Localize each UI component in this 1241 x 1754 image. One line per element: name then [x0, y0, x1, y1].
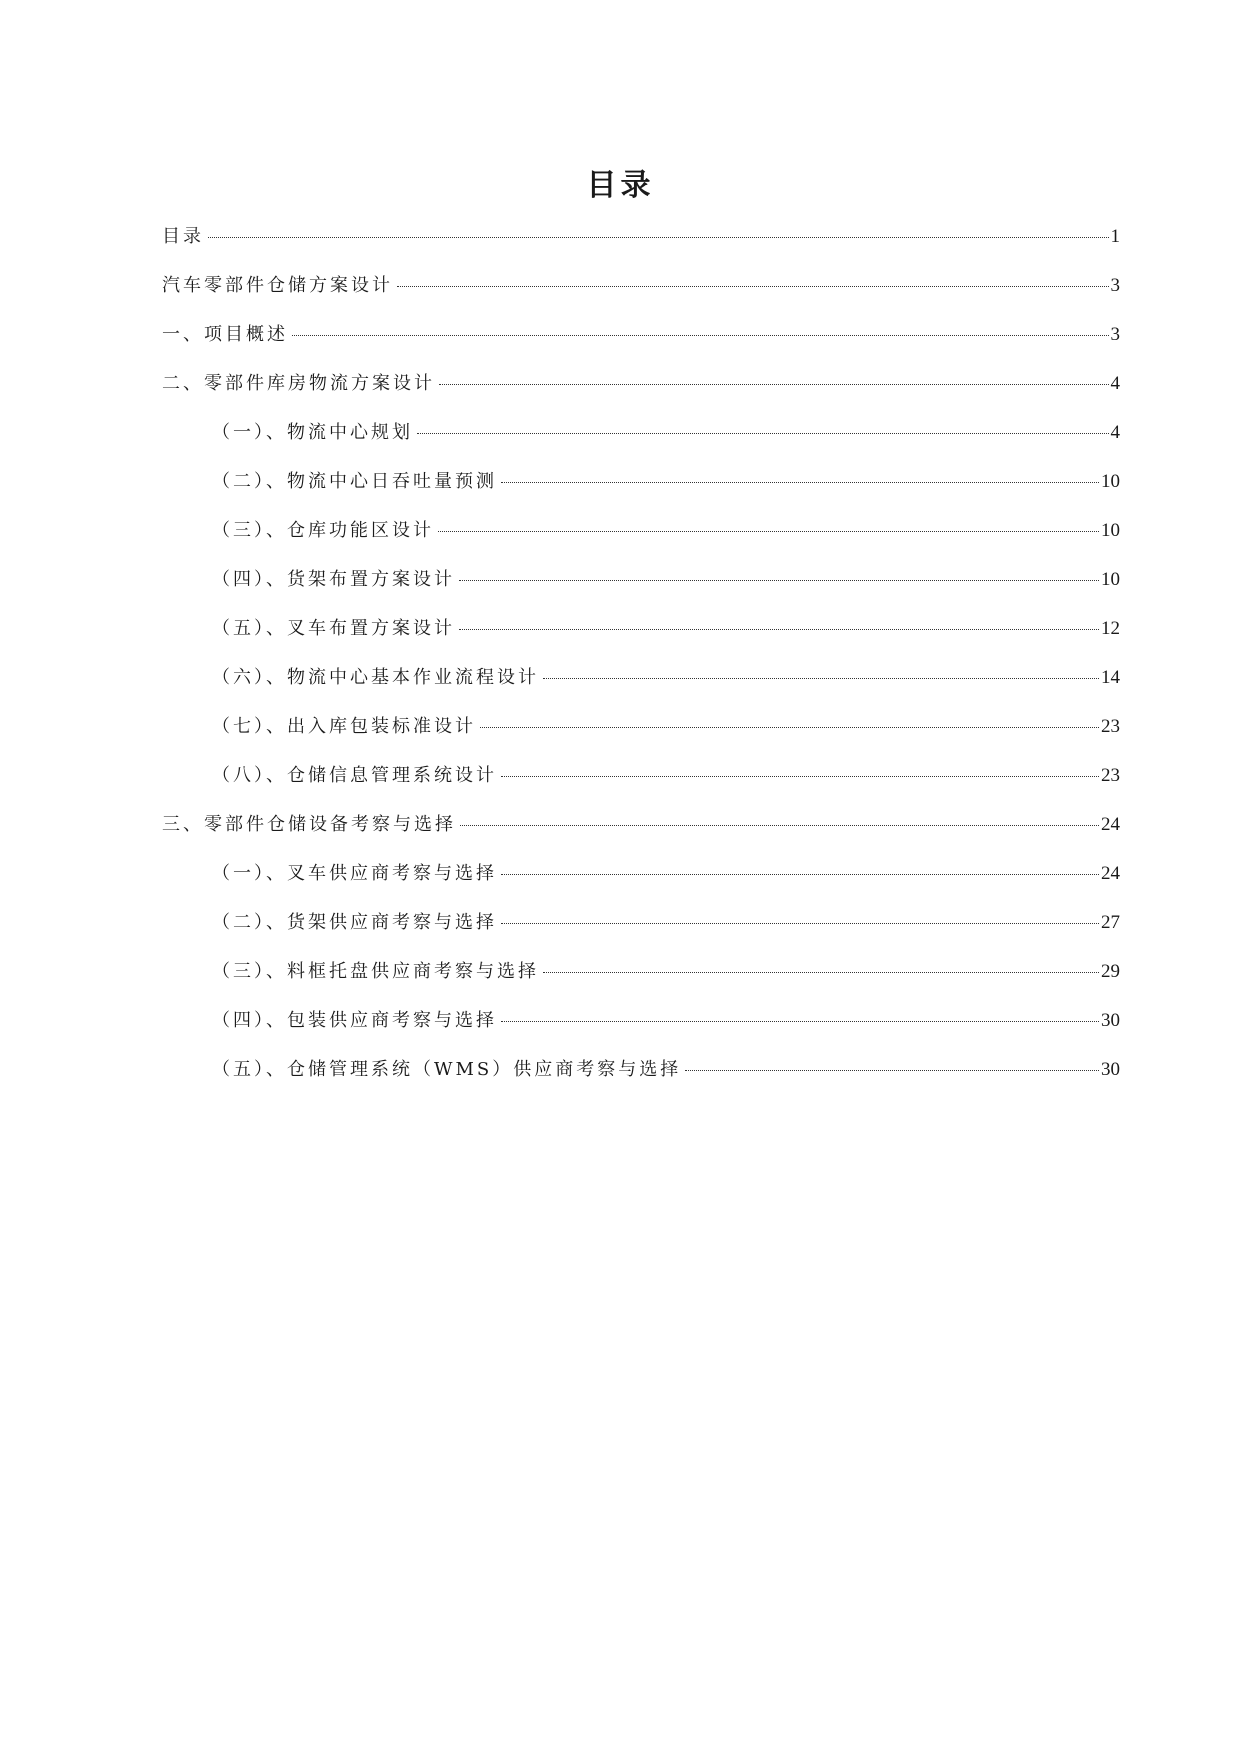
toc-entry-label: （四）、货架布置方案设计: [212, 569, 455, 590]
toc-dot-leader: [208, 237, 1109, 238]
toc-page-number: 29: [1101, 961, 1120, 982]
toc-entry[interactable]: [162, 810, 1120, 859]
toc-entry[interactable]: [162, 369, 1120, 418]
toc-page-number: 10: [1101, 471, 1120, 492]
toc-page-number: 23: [1101, 716, 1120, 737]
toc-entry-label: （二）、物流中心日吞吐量预测: [212, 471, 497, 492]
toc-entry[interactable]: [162, 614, 1120, 663]
toc-entry[interactable]: [162, 271, 1120, 320]
toc-entry[interactable]: [162, 908, 1120, 957]
toc-dot-leader: [438, 531, 1099, 532]
toc-entry-label: （五）、仓储管理系统（WMS）供应商考察与选择: [212, 1059, 682, 1080]
toc-dot-leader: [459, 629, 1099, 630]
toc-page-number: 14: [1101, 667, 1120, 688]
toc-entry[interactable]: [162, 859, 1120, 908]
toc-entry[interactable]: [162, 957, 1120, 1006]
toc-page-number: 10: [1101, 569, 1120, 590]
toc-entry[interactable]: [162, 712, 1120, 761]
toc-entry[interactable]: [162, 1006, 1120, 1055]
toc-dot-leader: [685, 1070, 1099, 1071]
toc-page-number: 3: [1110, 324, 1120, 345]
toc-entry[interactable]: [162, 663, 1120, 712]
toc-page-number: 4: [1110, 422, 1120, 443]
toc-entry[interactable]: [162, 516, 1120, 565]
toc-dot-leader: [501, 874, 1099, 875]
toc-dot-leader: [439, 384, 1109, 385]
toc-entry-label: （六）、物流中心基本作业流程设计: [212, 667, 539, 688]
toc-page-number: 27: [1101, 912, 1120, 933]
toc-entry[interactable]: [162, 320, 1120, 369]
toc-dot-leader: [543, 972, 1099, 973]
toc-entry-label: （五）、叉车布置方案设计: [212, 618, 455, 639]
toc-entry-label: （二）、货架供应商考察与选择: [212, 912, 497, 933]
toc-page-number: 3: [1110, 275, 1120, 296]
toc-entry-label: 一、项目概述: [162, 324, 288, 345]
toc-dot-leader: [417, 433, 1109, 434]
toc-entry[interactable]: [162, 761, 1120, 810]
toc-entry-label: （三）、料框托盘供应商考察与选择: [212, 961, 539, 982]
toc-list: [162, 222, 1120, 1104]
toc-dot-leader: [501, 1021, 1099, 1022]
toc-page-number: 23: [1101, 765, 1120, 786]
toc-entry-label: 三、零部件仓储设备考察与选择: [162, 814, 456, 835]
toc-entry-label: 汽车零部件仓储方案设计: [162, 275, 393, 296]
toc-entry[interactable]: [162, 467, 1120, 516]
toc-page-number: 12: [1101, 618, 1120, 639]
toc-page-number: 30: [1101, 1059, 1120, 1080]
toc-page-number: 4: [1110, 373, 1120, 394]
toc-page-number: 30: [1101, 1010, 1120, 1031]
toc-entry[interactable]: [162, 418, 1120, 467]
toc-page-number: 10: [1101, 520, 1120, 541]
toc-dot-leader: [543, 678, 1099, 679]
toc-page-number: 24: [1101, 814, 1120, 835]
toc-entry[interactable]: [162, 565, 1120, 614]
toc-dot-leader: [501, 482, 1099, 483]
toc-entry-label: （一）、物流中心规划: [212, 422, 413, 443]
toc-entry[interactable]: [162, 222, 1120, 271]
toc-dot-leader: [501, 776, 1099, 777]
toc-page-number: 1: [1110, 226, 1120, 247]
toc-dot-leader: [501, 923, 1099, 924]
toc-entry-label: 目录: [162, 226, 204, 247]
toc-dot-leader: [480, 727, 1099, 728]
toc-entry-label: （一）、叉车供应商考察与选择: [212, 863, 497, 884]
toc-entry-label: （四）、包装供应商考察与选择: [212, 1010, 497, 1031]
toc-page-number: 24: [1101, 863, 1120, 884]
toc-entry-label: （八）、仓储信息管理系统设计: [212, 765, 497, 786]
toc-entry-label: 二、零部件库房物流方案设计: [162, 373, 435, 394]
toc-dot-leader: [397, 286, 1109, 287]
page-title: 目录: [586, 168, 655, 203]
toc-dot-leader: [292, 335, 1109, 336]
toc-dot-leader: [459, 580, 1099, 581]
toc-entry[interactable]: [162, 1055, 1120, 1104]
toc-entry-label: （三）、仓库功能区设计: [212, 520, 434, 541]
toc-dot-leader: [460, 825, 1099, 826]
toc-entry-label: （七）、出入库包装标准设计: [212, 716, 476, 737]
